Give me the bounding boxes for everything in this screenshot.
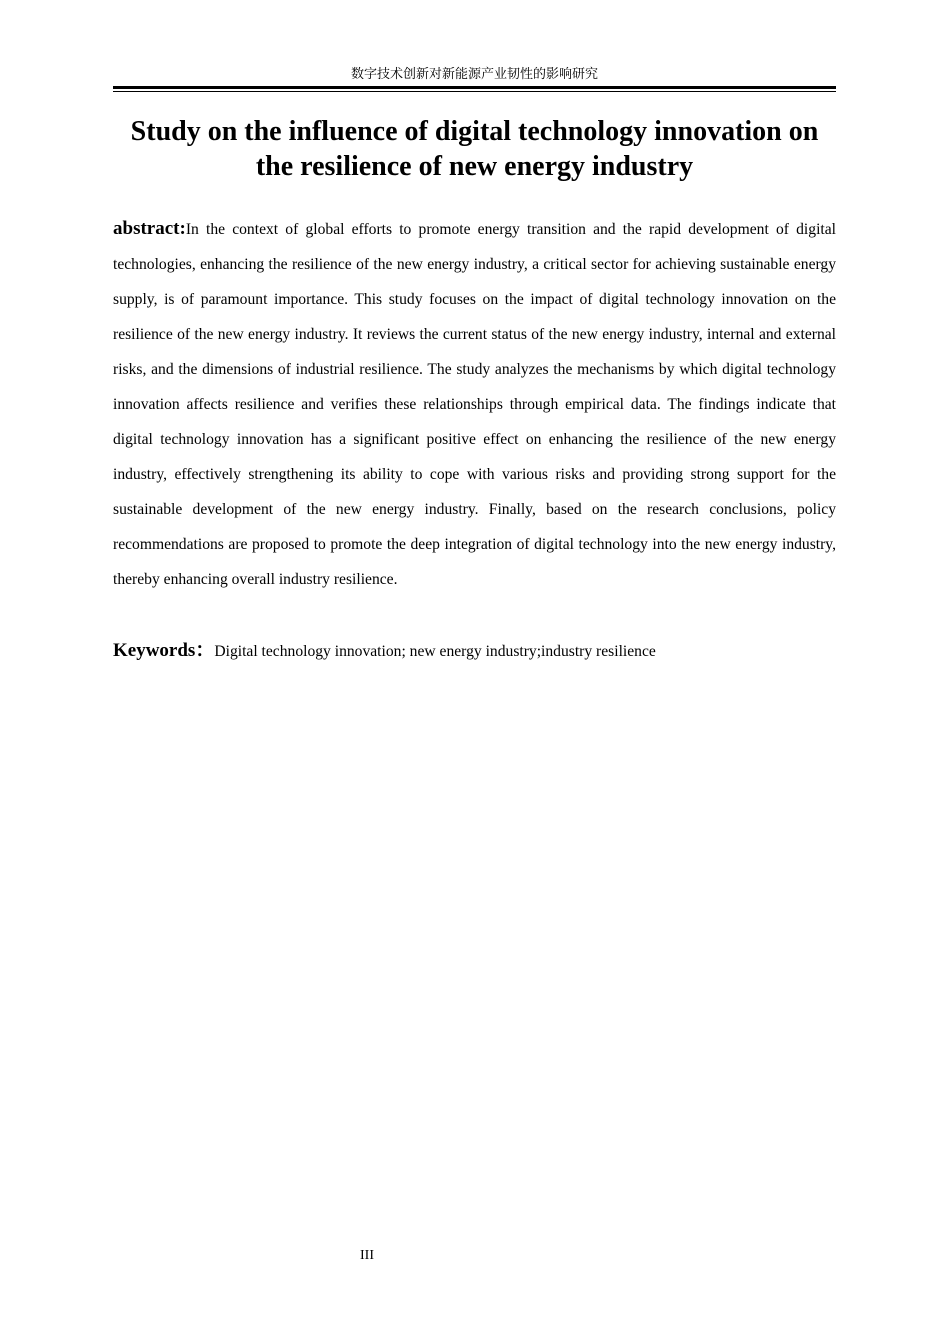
page-number: III xyxy=(360,1248,374,1263)
running-header: 数字技术创新对新能源产业韧性的影响研究 xyxy=(350,67,598,82)
header-rule-thin xyxy=(113,91,836,92)
abstract-paragraph xyxy=(113,211,836,597)
header-rule-thick xyxy=(113,86,836,89)
abstract-text: In the context of global efforts to promote energy transition and the rapid development of digital technologies, enhancing the resilience of the new energy industry, a critical sector for achieving sustainable energy supply, is of paramount importance. This study focuses on the impact of digital technology innovation on the resilience of the new energy industry. It reviews the current status of the new energy industry, internal and external risks, and the dimensions of industrial resilience. The study analyzes the mechanisms by which digital technology innovation affects resilience and verifies these relationships through empirical data. The findings indicate that digital technology innovation has a significant positive effect on enhancing the resilience of the new energy industry, effectively strengthening its ability to cope with various risks and providing strong support for the sustainable development of the new energy industry. Finally, based on the research conclusions, policy recommendations are proposed to promote the deep integration of digital technology into the new energy industry, thereby enhancing overall industry resilience. xyxy=(113,221,836,588)
paper-title: Study on the influence of digital technology innovation on the resilience of new energy industry xyxy=(130,116,819,182)
abstract-label: abstract: xyxy=(113,218,186,239)
keywords-text: Digital technology innovation; new energy industry;industry resilience xyxy=(214,643,656,660)
keywords-colon: ： xyxy=(195,639,215,661)
keywords-label xyxy=(113,640,214,661)
keywords-label-text: Keywords xyxy=(113,640,196,661)
keywords-line xyxy=(113,634,836,668)
